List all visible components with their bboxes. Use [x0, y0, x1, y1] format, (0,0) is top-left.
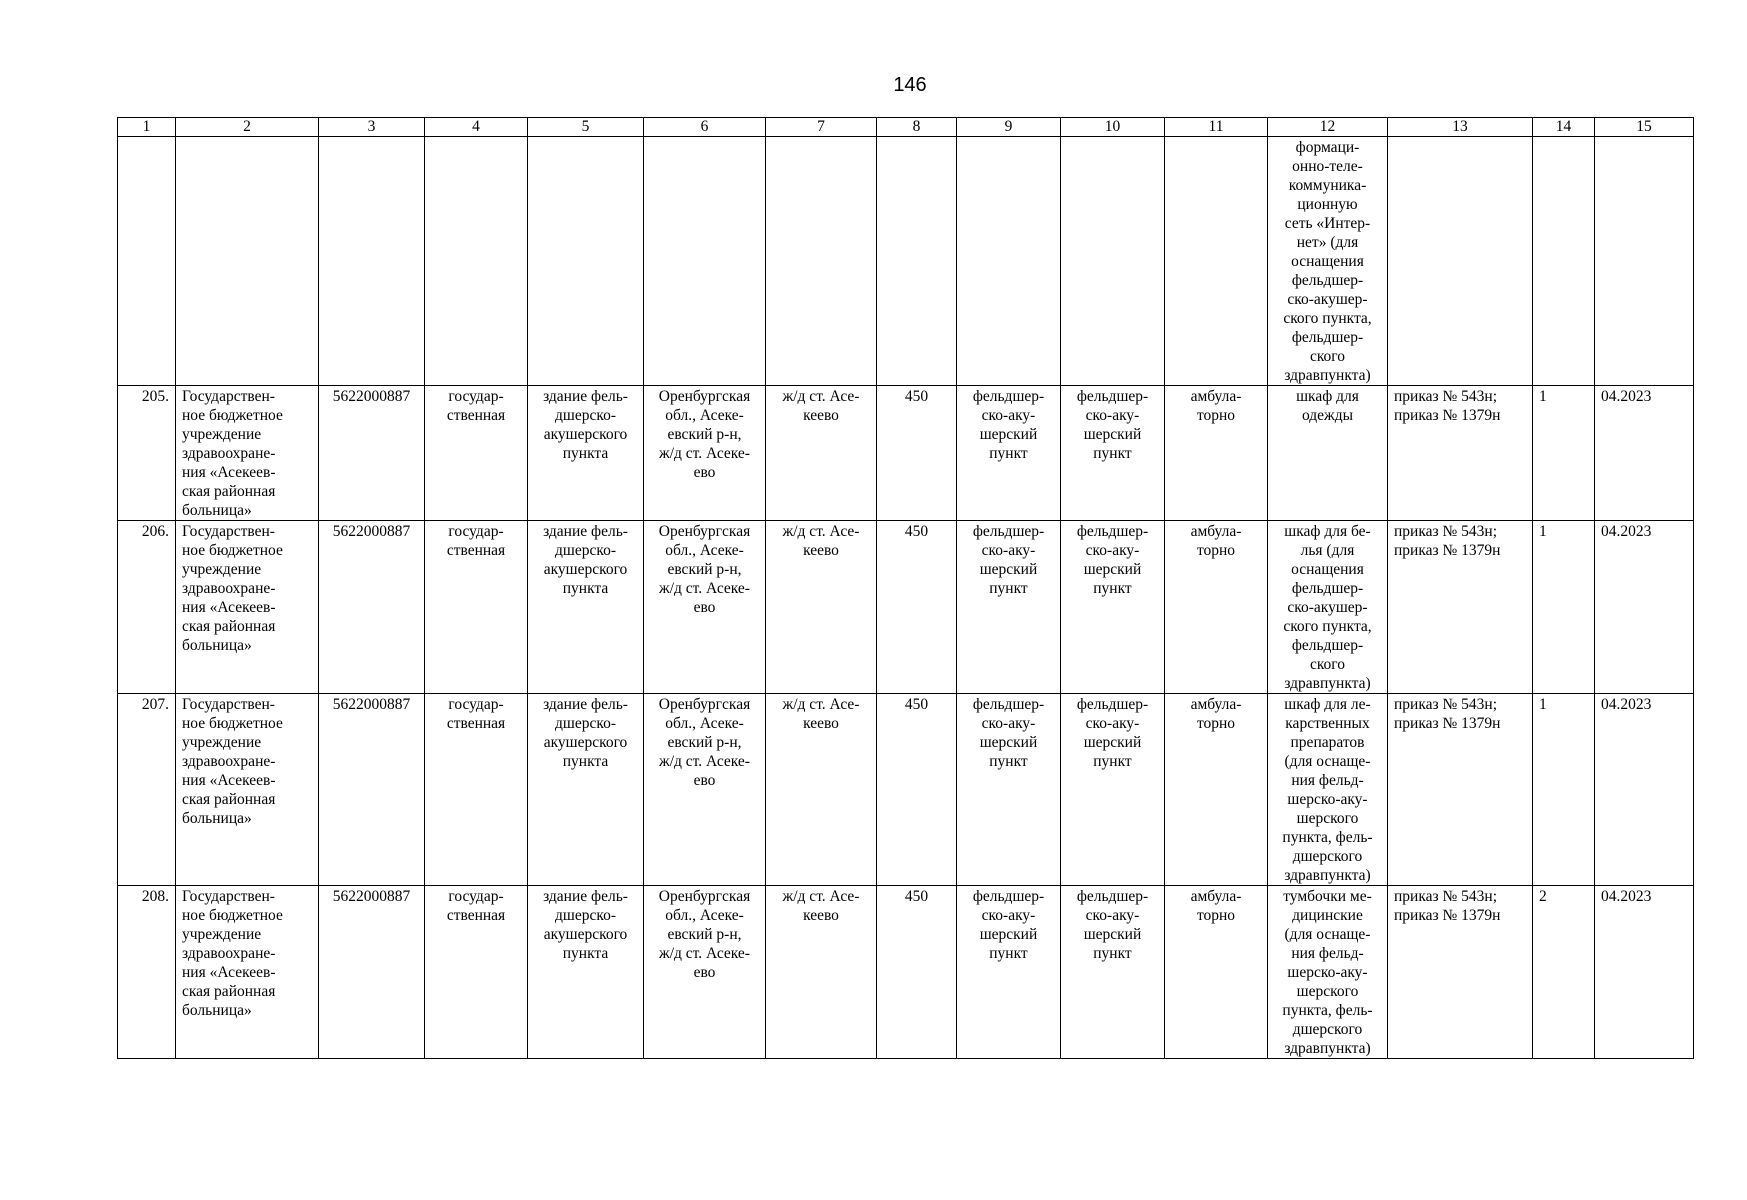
- empty-cell: [1061, 137, 1165, 386]
- date-cell: 04.2023: [1595, 386, 1694, 521]
- locality-cell: ж/д ст. Асе- кеево: [766, 521, 877, 694]
- column-number: 15: [1595, 118, 1694, 137]
- facility-type-cell: фельдшер- ско-аку- шерский пункт: [957, 386, 1061, 521]
- column-number: 11: [1165, 118, 1268, 137]
- column-number: 4: [425, 118, 528, 137]
- empty-cell: [1165, 137, 1268, 386]
- facility-subtype-cell: фельдшер- ско-аку- шерский пункт: [1061, 886, 1165, 1059]
- empty-cell: [528, 137, 644, 386]
- address-cell: Оренбургская обл., Асеке- евский р-н, ж/д ст. Асеке- ево: [644, 694, 766, 886]
- empty-cell: [118, 137, 176, 386]
- inn-cell: 5622000887: [319, 521, 425, 694]
- row-number-cell: 207.: [118, 694, 176, 886]
- organization-cell: Государствен- ное бюджетное учреждение здравоохране- ния «Асекеев- ская районная больница»: [176, 886, 319, 1059]
- column-number: 13: [1388, 118, 1533, 137]
- locality-cell: ж/д ст. Асе- кеево: [766, 886, 877, 1059]
- row-number-cell: 205.: [118, 386, 176, 521]
- row-number-cell: 208.: [118, 886, 176, 1059]
- empty-cell: [1388, 137, 1533, 386]
- quantity-cell: 1: [1533, 521, 1595, 694]
- column-number: 8: [877, 118, 957, 137]
- continuation-row: [118, 137, 1694, 386]
- empty-cell: [319, 137, 425, 386]
- population-cell: 450: [877, 386, 957, 521]
- address-cell: Оренбургская обл., Асеке- евский р-н, ж/д ст. Асеке- ево: [644, 521, 766, 694]
- table-row: [118, 386, 1694, 521]
- equipment-cell: формаци- онно-теле- коммуника- ционную сеть «Интер- нет» (для оснащения фельдшер- ско-акушер- ского пункта, фельдшер- ского здравпункта): [1268, 137, 1388, 386]
- locality-cell: ж/д ст. Асе- кеево: [766, 386, 877, 521]
- facility-type-cell: фельдшер- ско-аку- шерский пункт: [957, 694, 1061, 886]
- empty-cell: [957, 137, 1061, 386]
- date-cell: 04.2023: [1595, 886, 1694, 1059]
- column-number: 5: [528, 118, 644, 137]
- building-cell: здание фель- дшерско- акушерского пункта: [528, 886, 644, 1059]
- facility-type-cell: фельдшер- ско-аку- шерский пункт: [957, 886, 1061, 1059]
- register-table: [117, 117, 1694, 1059]
- page-number: 146: [893, 74, 927, 96]
- equipment-cell: шкаф для ле- карственных препаратов (для оснаще- ния фельд- шерско-аку- шерского пункта, фель- дшерского здравпункта): [1268, 694, 1388, 886]
- empty-cell: [1595, 137, 1694, 386]
- quantity-cell: 2: [1533, 886, 1595, 1059]
- column-number: 6: [644, 118, 766, 137]
- quantity-cell: 1: [1533, 386, 1595, 521]
- care-form-cell: амбула- торно: [1165, 886, 1268, 1059]
- table-row: [118, 694, 1694, 886]
- ownership-cell: государ- ственная: [425, 521, 528, 694]
- order-cell: приказ № 543н; приказ № 1379н: [1388, 386, 1533, 521]
- empty-cell: [425, 137, 528, 386]
- column-number: 10: [1061, 118, 1165, 137]
- table-row: [118, 521, 1694, 694]
- quantity-cell: 1: [1533, 694, 1595, 886]
- equipment-cell: тумбочки ме- дицинские (для оснаще- ния фельд- шерско-аку- шерского пункта, фель- дшерского здравпункта): [1268, 886, 1388, 1059]
- population-cell: 450: [877, 694, 957, 886]
- organization-cell: Государствен- ное бюджетное учреждение здравоохране- ния «Асекеев- ская районная больница»: [176, 521, 319, 694]
- ownership-cell: государ- ственная: [425, 886, 528, 1059]
- order-cell: приказ № 543н; приказ № 1379н: [1388, 694, 1533, 886]
- column-number: 14: [1533, 118, 1595, 137]
- population-cell: 450: [877, 521, 957, 694]
- care-form-cell: амбула- торно: [1165, 694, 1268, 886]
- ownership-cell: государ- ственная: [425, 694, 528, 886]
- locality-cell: ж/д ст. Асе- кеево: [766, 694, 877, 886]
- facility-type-cell: фельдшер- ско-аку- шерский пункт: [957, 521, 1061, 694]
- equipment-cell: шкаф для одежды: [1268, 386, 1388, 521]
- column-number: 2: [176, 118, 319, 137]
- column-number: 7: [766, 118, 877, 137]
- inn-cell: 5622000887: [319, 386, 425, 521]
- facility-subtype-cell: фельдшер- ско-аку- шерский пункт: [1061, 386, 1165, 521]
- order-cell: приказ № 543н; приказ № 1379н: [1388, 521, 1533, 694]
- empty-cell: [176, 137, 319, 386]
- care-form-cell: амбула- торно: [1165, 386, 1268, 521]
- care-form-cell: амбула- торно: [1165, 521, 1268, 694]
- equipment-cell: шкаф для бе- лья (для оснащения фельдшер- ско-акушер- ского пункта, фельдшер- ского здравпункта): [1268, 521, 1388, 694]
- column-number: 12: [1268, 118, 1388, 137]
- column-number: 1: [118, 118, 176, 137]
- inn-cell: 5622000887: [319, 886, 425, 1059]
- building-cell: здание фель- дшерско- акушерского пункта: [528, 521, 644, 694]
- ownership-cell: государ- ственная: [425, 386, 528, 521]
- organization-cell: Государствен- ное бюджетное учреждение здравоохране- ния «Асекеев- ская районная больница»: [176, 694, 319, 886]
- row-number-cell: 206.: [118, 521, 176, 694]
- column-number: 9: [957, 118, 1061, 137]
- empty-cell: [1533, 137, 1595, 386]
- empty-cell: [644, 137, 766, 386]
- table-row: [118, 886, 1694, 1059]
- inn-cell: 5622000887: [319, 694, 425, 886]
- population-cell: 450: [877, 886, 957, 1059]
- facility-subtype-cell: фельдшер- ско-аку- шерский пункт: [1061, 521, 1165, 694]
- empty-cell: [877, 137, 957, 386]
- order-cell: приказ № 543н; приказ № 1379н: [1388, 886, 1533, 1059]
- empty-cell: [766, 137, 877, 386]
- date-cell: 04.2023: [1595, 694, 1694, 886]
- date-cell: 04.2023: [1595, 521, 1694, 694]
- building-cell: здание фель- дшерско- акушерского пункта: [528, 386, 644, 521]
- building-cell: здание фель- дшерско- акушерского пункта: [528, 694, 644, 886]
- column-number: 3: [319, 118, 425, 137]
- facility-subtype-cell: фельдшер- ско-аку- шерский пункт: [1061, 694, 1165, 886]
- column-number-row: [118, 118, 1694, 137]
- organization-cell: Государствен- ное бюджетное учреждение здравоохране- ния «Асекеев- ская районная больница»: [176, 386, 319, 521]
- address-cell: Оренбургская обл., Асеке- евский р-н, ж/д ст. Асеке- ево: [644, 386, 766, 521]
- address-cell: Оренбургская обл., Асеке- евский р-н, ж/д ст. Асеке- ево: [644, 886, 766, 1059]
